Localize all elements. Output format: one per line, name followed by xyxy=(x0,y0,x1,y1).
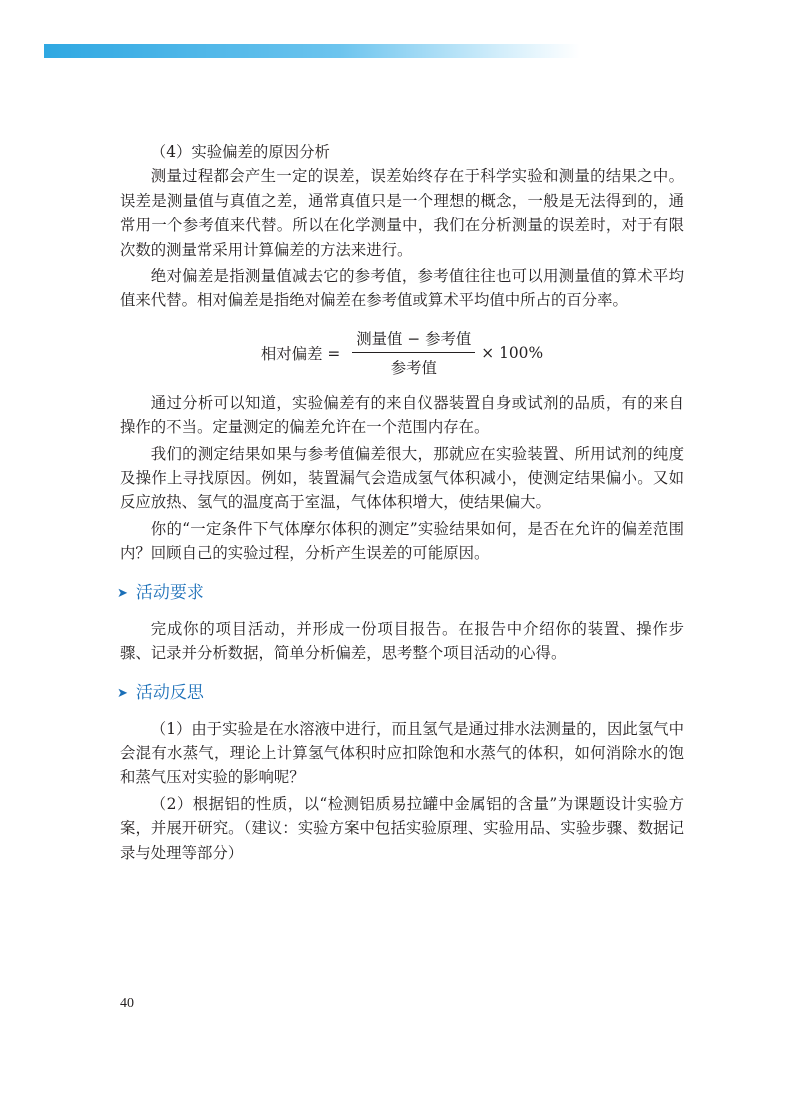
relative-deviation-formula xyxy=(120,323,684,383)
page-body xyxy=(117,140,684,865)
paragraph: 绝对偏差是指测量值减去它的参考值，参考值往往也可以用测量值的算术平均值来代替。相对偏差是指绝对偏差在参考值或算术平均值中所占的百分率。 xyxy=(120,267,684,310)
formula-lhs: 相对偏差 = xyxy=(260,344,341,363)
chevron-right-icon: ➤ xyxy=(117,685,128,701)
paragraph: 我们的测定结果如果与参考值偏差很大，那就应在实验装置、所用试剂的纯度及操作上寻找原因。例如，装置漏气会造成氢气体积减小，使测定结果偏小。又如反应放热、氢气的温度高于室温，气体体积增大，使结果偏大。 xyxy=(120,444,684,512)
reflection-question-1: （1）由于实验是在水溶液中进行，而且氢气是通过排水法测量的，因此氢气中会混有水蒸气，理论上计算氢气体积时应扣除饱和水蒸气的体积，如何消除水的饱和蒸气压对实验的影响呢？ xyxy=(120,719,684,787)
formula-denominator: 参考值 xyxy=(390,359,437,378)
section-title-text: 活动要求 xyxy=(135,582,204,603)
paragraph: 完成你的项目活动，并形成一份项目报告。在报告中介绍你的装置、操作步骤、记录并分析数据，简单分析偏差，思考整个项目活动的心得。 xyxy=(120,619,684,663)
formula-numerator: 测量值 − 参考值 xyxy=(352,327,475,353)
section-title-reflection xyxy=(117,681,684,706)
paragraph: 你的“一定条件下气体摩尔体积的测定”实验结果如何，是否在允许的偏差范围内？回顾自己的实验过程，分析产生误差的可能原因。 xyxy=(120,519,684,563)
formula-fraction xyxy=(352,327,475,378)
page-number: 40 xyxy=(120,996,134,1011)
paragraph: 测量过程都会产生一定的误差，误差始终存在于科学实验和测量的结果之中。误差是测量值与真值之差，通常真值只是一个理想的概念，一般是无法得到的，通常用一个参考值来代替。所以在化学测量中，我们在分析测量的误差时，对于有限次数的测量常采用计算偏差的方法来进行。 xyxy=(120,167,684,259)
formula-rhs: × 100% xyxy=(481,343,544,362)
subsection-heading: （4）实验偏差的原因分析 xyxy=(150,143,330,161)
section-title-text: 活动反思 xyxy=(135,682,204,703)
paragraph: 通过分析可以知道，实验偏差有的来自仪器装置自身或试剂的品质，有的来自操作的不当。定量测定的偏差允许在一个范围内存在。 xyxy=(120,393,684,437)
header-color-bar xyxy=(44,44,580,58)
chevron-right-icon: ➤ xyxy=(117,585,128,601)
section-title-requirements xyxy=(117,581,684,606)
reflection-question-2: （2）根据铝的性质，以“检测铝质易拉罐中金属铝的含量”为课题设计实验方案，并展开研究。（建议：实验方案中包括实验原理、实验用品、实验步骤、数据记录与处理等部分） xyxy=(120,794,684,862)
